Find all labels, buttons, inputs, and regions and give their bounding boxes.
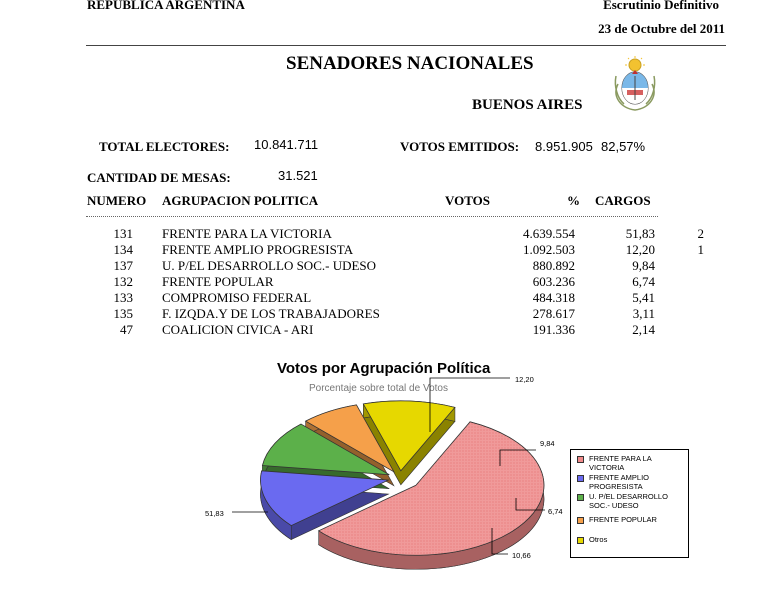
mesas-value: 31.521 — [278, 168, 318, 183]
total-electores-value: 10.841.711 — [254, 137, 319, 152]
cell-pct: 3,11 — [632, 306, 655, 321]
cell-votos: 191.336 — [532, 322, 575, 337]
legend-swatch — [577, 475, 584, 482]
province-label: BUENOS AIRES — [472, 97, 583, 113]
cell-cargos: 2 — [697, 226, 704, 241]
cell-agrupacion: U. P/EL DESARROLLO SOC.- UDESO — [162, 258, 377, 273]
country-label: REPUBLICA ARGENTINA — [87, 0, 245, 12]
cell-numero: 131 — [113, 226, 133, 241]
mesas-label: CANTIDAD DE MESAS: — [87, 170, 231, 185]
cell-numero: 135 — [113, 306, 133, 321]
col-header-agrupacion: AGRUPACION POLITICA — [162, 193, 319, 208]
legend-label: FRENTE PARA LA VICTORIA — [589, 454, 652, 472]
cell-numero: 47 — [120, 322, 133, 337]
cell-pct: 6,74 — [632, 274, 655, 289]
cell-agrupacion: COMPROMISO FEDERAL — [162, 290, 312, 305]
data-label: 9,84 — [540, 439, 555, 448]
legend-swatch — [577, 494, 584, 501]
legend-item — [577, 536, 685, 545]
legend-swatch — [577, 517, 584, 524]
col-header-pct: % — [567, 193, 580, 208]
legend-item — [577, 493, 685, 510]
total-electores-label: TOTAL ELECTORES: — [99, 139, 230, 154]
legend-item — [577, 455, 685, 472]
cell-pct: 9,84 — [632, 258, 655, 273]
chart-title: Votos por Agrupación Política — [277, 360, 491, 377]
legend-label: FRENTE AMPLIO PROGRESISTA — [589, 473, 650, 491]
cell-numero: 134 — [113, 242, 133, 257]
cell-numero: 133 — [113, 290, 133, 305]
cell-numero: 137 — [113, 258, 133, 273]
legend-label: U. P/EL DESARROLLO SOC.- UDESO — [589, 492, 668, 510]
votos-emitidos-label: VOTOS EMITIDOS: — [400, 139, 520, 154]
cell-votos: 4.639.554 — [523, 226, 575, 241]
data-label: 10,66 — [512, 551, 531, 560]
legend-label: Otros — [589, 535, 608, 544]
cell-pct: 12,20 — [625, 242, 655, 257]
cell-agrupacion: F. IZQDA.Y DE LOS TRABAJADORES — [162, 306, 380, 321]
cell-votos: 603.236 — [532, 274, 575, 289]
scrutiny-label: Escrutinio Definitivo — [603, 0, 719, 12]
cell-agrupacion: FRENTE PARA LA VICTORIA — [162, 226, 332, 241]
chart-subtitle: Porcentaje sobre total de Votos — [309, 383, 448, 394]
cell-agrupacion: COALICION CIVICA - ARI — [162, 322, 314, 337]
page-title: SENADORES NACIONALES — [286, 53, 534, 74]
legend-item — [577, 516, 685, 525]
cell-votos: 880.892 — [532, 258, 575, 273]
data-label: 12,20 — [515, 375, 534, 384]
legend-item — [577, 474, 685, 491]
cell-agrupacion: FRENTE POPULAR — [162, 274, 274, 289]
votos-emitidos-value: 8.951.905 — [535, 139, 593, 154]
legend-swatch — [577, 456, 584, 463]
date-label: 23 de Octubre del 2011 — [598, 21, 725, 36]
cell-pct: 5,41 — [632, 290, 655, 305]
cell-votos: 484.318 — [532, 290, 575, 305]
cell-pct: 2,14 — [632, 322, 655, 337]
data-label: 51,83 — [205, 509, 224, 518]
cell-pct: 51,83 — [625, 226, 655, 241]
cell-cargos: 1 — [697, 242, 704, 257]
col-header-numero: NUMERO — [87, 193, 147, 208]
cell-votos: 278.617 — [532, 306, 575, 321]
legend-swatch — [577, 537, 584, 544]
votos-emitidos-pct: 82,57% — [601, 139, 646, 154]
cell-votos: 1.092.503 — [523, 242, 575, 257]
cell-agrupacion: FRENTE AMPLIO PROGRESISTA — [162, 242, 354, 257]
legend-label: FRENTE POPULAR — [589, 515, 657, 524]
data-label: 6,74 — [548, 507, 563, 516]
col-header-votos: VOTOS — [445, 193, 491, 208]
col-header-cargos: CARGOS — [595, 193, 651, 208]
chart-legend — [570, 449, 689, 558]
cell-numero: 132 — [113, 274, 133, 289]
